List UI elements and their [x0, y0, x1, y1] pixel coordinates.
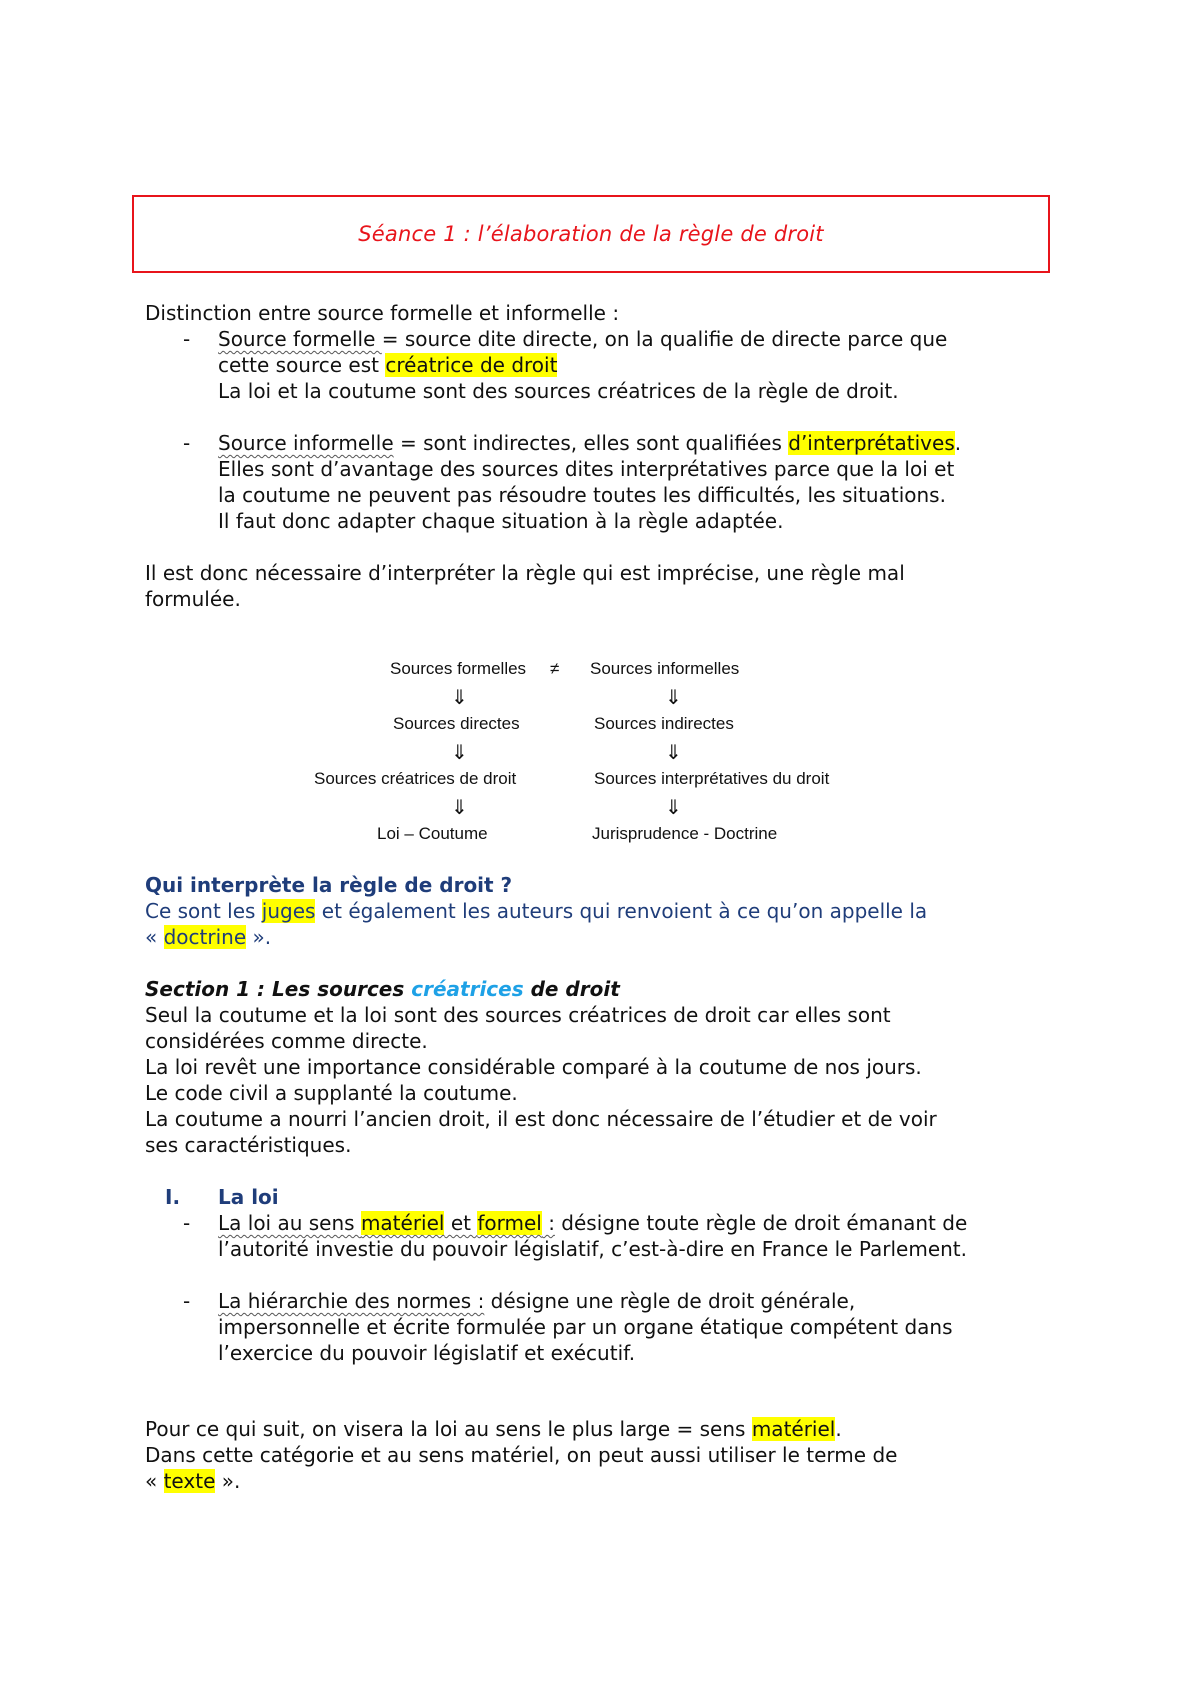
text: et également les auteurs qui renvoient à ce qu’on appelle la	[315, 899, 928, 923]
dash: -	[183, 431, 191, 455]
text: .	[954, 431, 962, 455]
highlight-juges: juges	[261, 899, 316, 923]
diagram-left-1: Sources formelles	[390, 659, 527, 678]
down-arrow-icon: ⇓	[665, 797, 682, 819]
qui-line2	[145, 924, 1065, 950]
informelle-line4: Il faut donc adapter chaque situation à la règle adaptée.	[218, 509, 784, 533]
diagram-right-4: Jurisprudence - Doctrine	[592, 824, 778, 843]
qui-heading: Qui interprète la règle de droit ?	[145, 873, 513, 897]
down-arrow-icon: ⇓	[665, 742, 682, 764]
text: cette source est	[218, 353, 386, 377]
informelle-line3: la coutume ne peuvent pas résoudre toutes les difficultés, les situations.	[218, 483, 946, 507]
conclusion-line1: Il est donc nécessaire d’interpréter la règle qui est imprécise, une règle mal	[145, 561, 905, 585]
formelle-def: = source dite directe, on la qualifie de directe parce que	[381, 327, 948, 351]
text: La loi	[218, 1185, 279, 1209]
dash: -	[183, 1289, 191, 1313]
down-arrow-icon: ⇓	[451, 742, 468, 764]
section1-line: La loi revêt une importance considérable comparé à la coutume de nos jours.	[145, 1055, 922, 1079]
laloi-item1	[145, 1210, 1065, 1236]
text: et	[444, 1211, 478, 1235]
intro-line: Distinction entre source formelle et informelle :	[145, 301, 620, 325]
diagram-right-1: Sources informelles	[590, 659, 740, 678]
diagram-left-3: Sources créatrices de droit	[314, 769, 517, 788]
laloi-item2-line3: l’exercice du pouvoir législatif et exécutif.	[218, 1341, 636, 1365]
section1-line: ses caractéristiques.	[145, 1133, 352, 1157]
highlight-materiel: matériel	[360, 1211, 445, 1235]
hierarchie-term: La hiérarchie des normes :	[218, 1289, 485, 1313]
section1-line: Le code civil a supplanté la coutume.	[145, 1081, 518, 1105]
text: Ce sont les	[145, 899, 262, 923]
distinction-block	[145, 300, 1065, 612]
diagram-left-4: Loi – Coutume	[377, 824, 488, 843]
text: Section 1 : Les sources	[145, 977, 412, 1001]
formelle-item	[145, 326, 1065, 352]
laloi-item2-line2: impersonnelle et écrite formulée par un organe étatique compétent dans	[218, 1315, 953, 1339]
conclusion-line2: formulée.	[145, 587, 241, 611]
text: = sont indirectes, elles sont qualifiées	[393, 431, 789, 455]
roman-numeral: I.	[165, 1185, 181, 1209]
section1-line: La coutume a nourri l’ancien droit, il est donc nécessaire de l’étudier et de voir	[145, 1107, 937, 1131]
sources-diagram	[300, 655, 900, 855]
not-equal-sign: ≠	[550, 659, 560, 678]
suite-line2: Dans cette catégorie et au sens matériel, on peut aussi utiliser le terme de	[145, 1443, 898, 1467]
down-arrow-icon: ⇓	[451, 797, 468, 819]
formelle-line3: La loi et la coutume sont des sources créatrices de la règle de droit.	[218, 379, 899, 403]
text: .	[835, 1417, 842, 1441]
informelle-item	[145, 430, 1065, 456]
down-arrow-icon: ⇓	[451, 687, 468, 709]
suite-line3	[145, 1468, 1065, 1494]
suite-block	[145, 1416, 1065, 1494]
text: «	[145, 925, 164, 949]
diagram-left-2: Sources directes	[393, 714, 520, 733]
informelle-line2: Elles sont d’avantage des sources dites interprétatives parce que la loi et	[218, 457, 955, 481]
highlight-formel: formel	[477, 1211, 542, 1235]
section1-heading	[145, 976, 1065, 1002]
text: ».	[246, 925, 272, 949]
text: ».	[215, 1469, 241, 1493]
laloi-item2	[145, 1288, 1065, 1314]
text: de droit	[523, 977, 620, 1001]
diagram-right-2: Sources indirectes	[594, 714, 734, 733]
dash: -	[183, 1211, 191, 1235]
highlight-interpretatives: d’interprétatives	[788, 431, 955, 455]
diagram-right-3: Sources interprétatives du droit	[594, 769, 830, 788]
highlight-materiel-2: matériel	[751, 1417, 836, 1441]
text: :	[541, 1211, 555, 1235]
laloi-heading	[145, 1184, 1065, 1210]
laloi-term	[218, 1211, 555, 1235]
highlight-creatrice: créatrice de droit	[385, 353, 558, 377]
section1-line: Seul la coutume et la loi sont des sources créatrices de droit car elles sont	[145, 1003, 891, 1027]
text: La loi au sens	[218, 1211, 361, 1235]
text: «	[145, 1469, 164, 1493]
text: Pour ce qui suit, on visera la loi au sens le plus large = sens	[145, 1417, 752, 1441]
page-title: Séance 1 : l’élaboration de la règle de droit	[358, 222, 824, 246]
informelle-term: Source informelle	[218, 431, 394, 455]
title-box	[132, 195, 1050, 273]
highlight-doctrine: doctrine	[163, 925, 247, 949]
dash: -	[183, 327, 191, 351]
formelle-line2	[145, 352, 1065, 378]
creatrices-word: créatrices	[411, 977, 524, 1001]
formelle-term: Source formelle	[218, 327, 382, 351]
interpretation-block	[145, 872, 1065, 1366]
text: désigne toute règle de droit émanant de	[554, 1211, 968, 1235]
section1-line: considérées comme directe.	[145, 1029, 428, 1053]
suite-line1	[145, 1416, 1065, 1442]
highlight-texte: texte	[163, 1469, 216, 1493]
text: désigne une règle de droit générale,	[484, 1289, 856, 1313]
qui-line1	[145, 898, 1065, 924]
down-arrow-icon: ⇓	[665, 687, 682, 709]
laloi-item1-line2: l’autorité investie du pouvoir législatif, c’est-à-dire en France le Parlement.	[218, 1237, 967, 1261]
